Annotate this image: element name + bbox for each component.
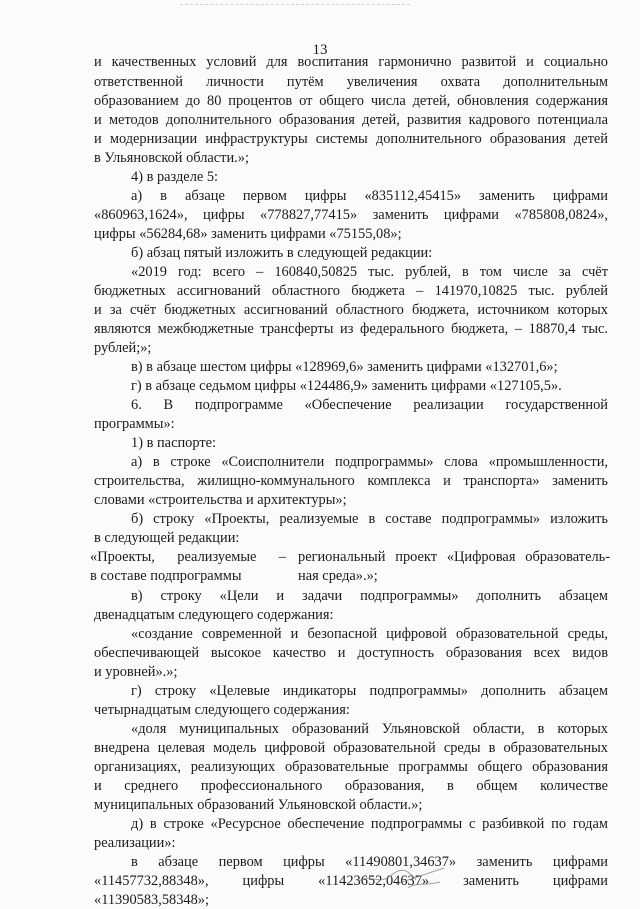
text-line: строительства, жилищно-коммунального комплекса и транспорта» заменить [94, 473, 608, 489]
text-line: обеспечивающей высокое качество и доступность образования всех видов [94, 645, 608, 661]
text-line: программы»: [94, 416, 175, 432]
text-line: в Ульяновской области.»; [94, 150, 249, 166]
text-line: в) строку «Цели и задачи подпрограммы» дополнить абзацем [131, 588, 608, 604]
text-line: в абзаце первом цифры «11490801,34637» заменить цифрами [131, 854, 608, 870]
text-line: словами «строительства и архитектуры»; [94, 492, 347, 508]
text-line: «2019 год: всего – 160840,50825 тыс. рублей, в том числе за счёт [131, 264, 608, 280]
text-line: г) в абзаце седьмом цифры «124486,9» заменить цифрами «127105,5». [131, 378, 562, 394]
text-line: «Проекты, реализуемые – [90, 549, 286, 565]
text-line: муниципальных образований Ульяновской области.»; [94, 797, 423, 813]
text-line: и уровней».»; [94, 664, 178, 680]
text-line: региональный проект «Цифровая образователь- [298, 549, 610, 565]
text-line: и среднего профессионального образования, в общем количестве [94, 778, 608, 794]
text-line: ответственной личности путём увеличения охвата дополнительным [94, 74, 608, 90]
text-line: бюджетных ассигнований областного бюджета – 141970,10825 тыс. рублей [94, 283, 608, 299]
text-line: б) строку «Проекты, реализуемые в составе подпрограммы» изложить [131, 511, 608, 527]
text-line: «создание современной и безопасной цифровой образовательной среды, [131, 626, 608, 642]
text-line: в составе подпрограммы [90, 568, 242, 584]
text-line: двенадцатым следующего содержания: [94, 607, 334, 623]
text-line: в следующей редакции: [94, 530, 240, 546]
text-line: а) в строке «Соисполнители подпрограммы» слова «промышленности, [131, 454, 608, 470]
text-line: 1) в паспорте: [131, 435, 217, 451]
text-line: 6. В подпрограмме «Обеспечение реализации государственной [131, 397, 608, 413]
text-line: являются межбюджетные трансферты из федерального бюджета, – 18870,4 тыс. [94, 321, 608, 337]
text-line: и модернизации инфраструктуры системы дополнительного образования детей [94, 131, 608, 147]
text-line: «860963,1624», цифры «778827,77415» заменить цифрами «785808,0824», [94, 207, 608, 223]
text-line: рублей;»; [94, 340, 152, 356]
text-line: 4) в разделе 5: [131, 169, 219, 185]
top-scan-mark [180, 4, 410, 13]
text-line: организациях, реализующих образовательные программы общего образования [94, 759, 608, 775]
text-line: «доля муниципальных образований Ульяновской области, в которых [131, 721, 608, 737]
text-line: а) в абзаце первом цифры «835112,45415» заменить цифрами [131, 188, 608, 204]
text-line: и методов дополнительного образования детей, развития кадрового потенциала [94, 112, 608, 128]
text-line: цифры «56284,68» заменить цифрами «75155,08»; [94, 226, 402, 242]
text-line: д) в строке «Ресурсное обеспечение подпрограммы с разбивкой по годам [131, 816, 608, 832]
page-number: 13 [312, 42, 328, 58]
text-line: и за счёт бюджетных ассигнований областного бюджета, источником которых [94, 302, 608, 318]
text-line: «11457732,88348», цифры «11423652,04637» заменить цифрами [94, 873, 608, 889]
text-line: внедрена целевая модель цифровой образовательной среды в образовательных [94, 740, 608, 756]
text-line: г) строку «Целевые индикаторы подпрограммы» дополнить абзацем [131, 683, 608, 699]
text-line: «11390583,58348»; [94, 892, 209, 908]
text-line: в) в абзаце шестом цифры «128969,6» заменить цифрами «132701,6»; [131, 359, 558, 375]
text-line: четырнадцатым следующего содержания: [94, 702, 350, 718]
text-line: образованием до 80 процентов от общего числа детей, обновления содержания [94, 93, 608, 109]
signature-mark [356, 862, 446, 890]
text-line: ная среда».»; [298, 568, 378, 584]
text-line: и качественных условий для воспитания гармонично развитой и социально [94, 54, 608, 70]
text-line: реализации»: [94, 835, 176, 851]
text-line: б) абзац пятый изложить в следующей редакции: [131, 245, 433, 261]
